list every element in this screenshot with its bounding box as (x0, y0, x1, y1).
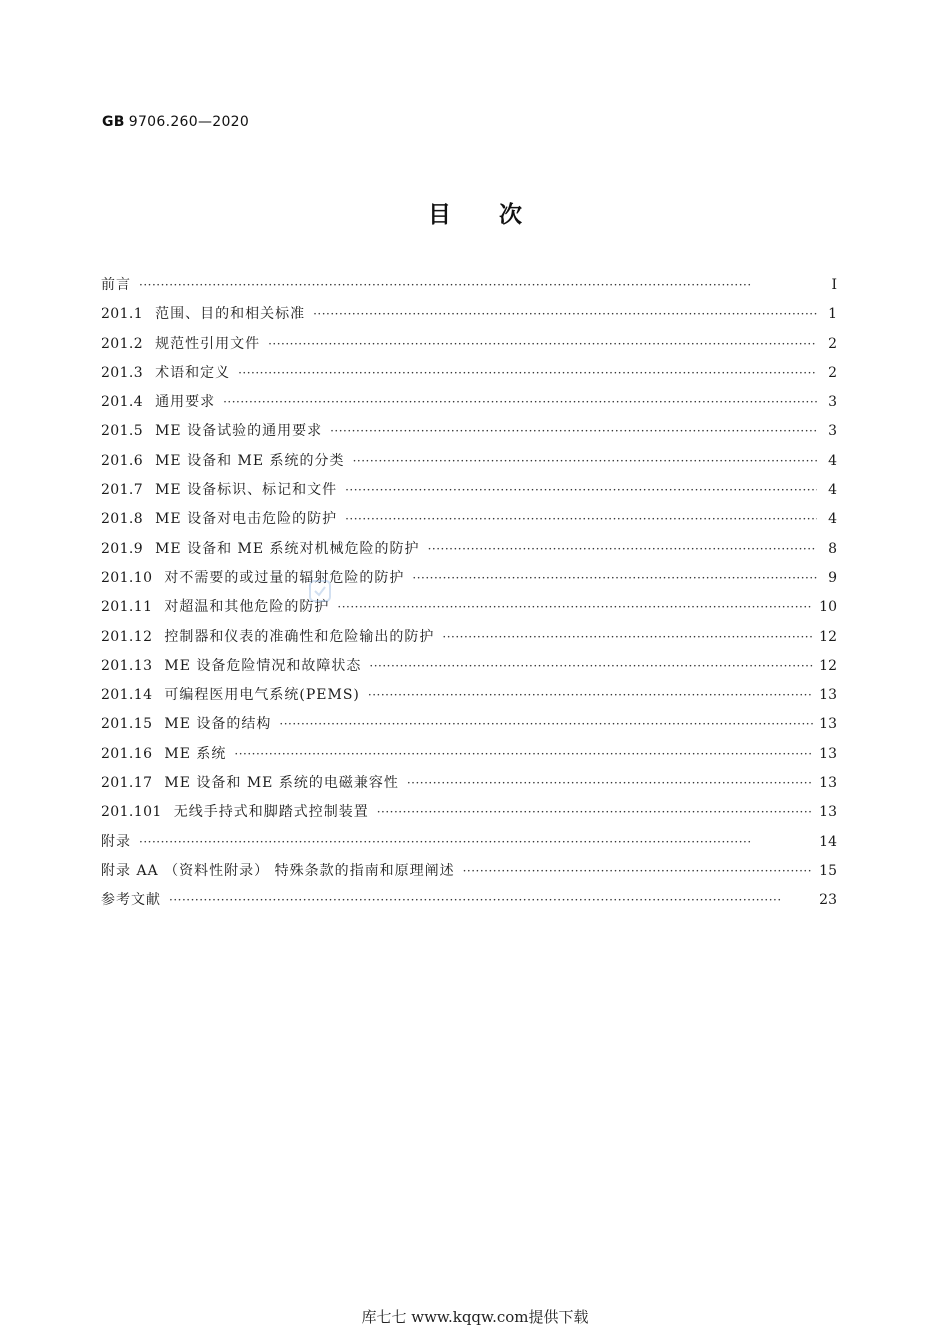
toc-entry-label: ME 设备对电击危险的防护 (155, 511, 338, 528)
toc-leader-dots (463, 861, 814, 881)
toc-entry-number: 201.17 (101, 775, 153, 792)
page-title (0, 196, 950, 229)
toc-entry-201-6[interactable] (101, 451, 837, 480)
toc-entry-201-13[interactable] (101, 656, 837, 685)
toc-entry-page: 2 (828, 364, 837, 381)
toc-entry-preface[interactable] (101, 275, 837, 304)
toc-entry-number: 201.11 (101, 599, 153, 616)
toc-entry-appendix-aa[interactable] (101, 861, 837, 890)
toc-entry-label: 术语和定义 (155, 364, 231, 381)
toc-entry-label: ME 设备标识、标记和文件 (155, 482, 338, 499)
toc-entry-number: 201.13 (101, 657, 153, 674)
toc-entry-number: 201.15 (101, 716, 153, 733)
toc-entry-label: 无线手持式和脚踏式控制装置 (173, 804, 369, 821)
toc-entry-number: 201.16 (101, 745, 153, 762)
toc-leader-dots (139, 832, 813, 852)
toc-entry-number: 201.9 (101, 540, 144, 557)
toc-entry-label: 对超温和其他危险的防护 (164, 599, 330, 616)
toc-entry-page: 3 (828, 423, 837, 440)
toc-entry-number: 201.12 (101, 628, 153, 645)
toc-leader-dots (345, 480, 817, 500)
toc-entry-label: 参考文献 (101, 892, 161, 909)
toc-entry-page: 9 (828, 569, 837, 586)
download-source-footer: 库七七 www.kqqw.com提供下载 (361, 1308, 589, 1326)
toc-leader-dots (279, 714, 813, 734)
toc-entry-page: 13 (819, 804, 837, 821)
toc-entry-page: 13 (819, 716, 837, 733)
toc-entry-201-4[interactable] (101, 392, 837, 421)
toc-entry-label: ME 设备和 ME 系统对机械危险的防护 (155, 540, 420, 557)
toc-leader-dots (337, 597, 813, 617)
toc-entry-number: 201.10 (101, 569, 153, 586)
toc-entry-page: 2 (828, 335, 837, 352)
toc-entry-201-3[interactable] (101, 363, 837, 392)
toc-entry-page: 13 (819, 775, 837, 792)
toc-entry-number: 201.14 (101, 687, 153, 704)
toc-leader-dots (377, 802, 813, 822)
toc-leader-dots (169, 890, 813, 910)
toc-entry-label: ME 设备和 ME 系统的电磁兼容性 (164, 775, 399, 792)
toc-entry-201-5[interactable] (101, 421, 837, 450)
title-char-2: 次 (499, 202, 522, 228)
toc-entry-page: I (831, 277, 837, 293)
toc-entry-number: 201.1 (101, 306, 144, 323)
toc-entry-label: 前言 (101, 277, 131, 293)
toc-leader-dots (428, 539, 817, 559)
toc-leader-dots (442, 627, 813, 647)
toc-entry-number: 201.101 (101, 804, 162, 821)
toc-entry-page: 12 (819, 628, 837, 645)
toc-entry-number: 201.4 (101, 394, 144, 411)
toc-entry-page: 4 (828, 511, 837, 528)
toc-entry-references[interactable] (101, 890, 837, 919)
toc-entry-label: 附录 AA （资料性附录） 特殊条款的指南和原理阐述 (101, 862, 455, 879)
toc-leader-dots (234, 744, 813, 764)
toc-entry-number: 201.8 (101, 511, 144, 528)
toc-leader-dots (139, 275, 817, 295)
toc-entry-number: 201.3 (101, 364, 144, 381)
toc-entry-201-16[interactable] (101, 744, 837, 773)
toc-entry-label: ME 设备的结构 (164, 716, 272, 733)
toc-entry-201-7[interactable] (101, 480, 837, 509)
toc-leader-dots (353, 451, 817, 471)
toc-entry-201-10[interactable] (101, 568, 837, 597)
toc-leader-dots (268, 334, 817, 354)
toc-leader-dots (345, 509, 817, 529)
toc-entry-label: ME 系统 (164, 745, 227, 762)
toc-entry-page: 12 (819, 657, 837, 674)
toc-leader-dots (368, 685, 813, 705)
toc-entry-201-15[interactable] (101, 714, 837, 743)
toc-entry-201-11[interactable] (101, 597, 837, 626)
toc-entry-page: 4 (828, 452, 837, 469)
toc-leader-dots (369, 656, 813, 676)
toc-entry-page: 15 (819, 862, 837, 879)
toc-entry-appendix[interactable] (101, 832, 837, 861)
toc-entry-number: 201.2 (101, 335, 144, 352)
toc-entry-page: 4 (828, 482, 837, 499)
standard-code (102, 114, 249, 130)
toc-entry-201-101[interactable] (101, 802, 837, 831)
toc-leader-dots (407, 773, 813, 793)
watermark-logo-icon (307, 578, 333, 604)
toc-entry-label: ME 设备和 ME 系统的分类 (155, 452, 345, 469)
toc-entry-label: 通用要求 (155, 394, 216, 411)
toc-entry-201-9[interactable] (101, 539, 837, 568)
toc-entry-page: 10 (819, 599, 837, 616)
toc-entry-page: 23 (819, 892, 837, 909)
toc-leader-dots (223, 392, 817, 412)
table-of-contents (101, 275, 837, 920)
toc-entry-number: 201.6 (101, 452, 144, 469)
toc-entry-label: ME 设备危险情况和故障状态 (164, 657, 362, 674)
toc-entry-label: 规范性引用文件 (155, 335, 261, 352)
toc-entry-label: 范围、目的和相关标准 (155, 306, 306, 323)
toc-entry-label: 控制器和仪表的准确性和危险输出的防护 (164, 628, 435, 645)
toc-entry-201-1[interactable] (101, 304, 837, 333)
toc-entry-label: 可编程医用电气系统(PEMS) (164, 687, 360, 704)
toc-leader-dots (313, 304, 817, 324)
toc-entry-number: 201.7 (101, 482, 144, 499)
toc-entry-201-12[interactable] (101, 627, 837, 656)
toc-entry-201-8[interactable] (101, 509, 837, 538)
toc-entry-page: 14 (819, 833, 837, 850)
toc-entry-201-2[interactable] (101, 334, 837, 363)
toc-leader-dots (412, 568, 817, 588)
toc-entry-201-14[interactable] (101, 685, 837, 714)
toc-entry-number: 201.5 (101, 423, 144, 440)
toc-entry-label: 附录 (101, 833, 131, 850)
toc-entry-label: 对不需要的或过量的辐射危险的防护 (164, 569, 405, 586)
toc-entry-201-17[interactable] (101, 773, 837, 802)
toc-entry-page: 13 (819, 745, 837, 762)
standard-prefix: GB (102, 114, 125, 130)
standard-number: 9706.260—2020 (128, 114, 250, 130)
toc-leader-dots (330, 421, 817, 441)
toc-entry-page: 8 (828, 540, 837, 557)
toc-leader-dots (238, 363, 817, 383)
toc-entry-page: 3 (828, 394, 837, 411)
toc-entry-page: 13 (819, 687, 837, 704)
toc-entry-page: 1 (828, 306, 837, 323)
title-char-1: 目 (428, 202, 451, 228)
toc-entry-label: ME 设备试验的通用要求 (155, 423, 323, 440)
